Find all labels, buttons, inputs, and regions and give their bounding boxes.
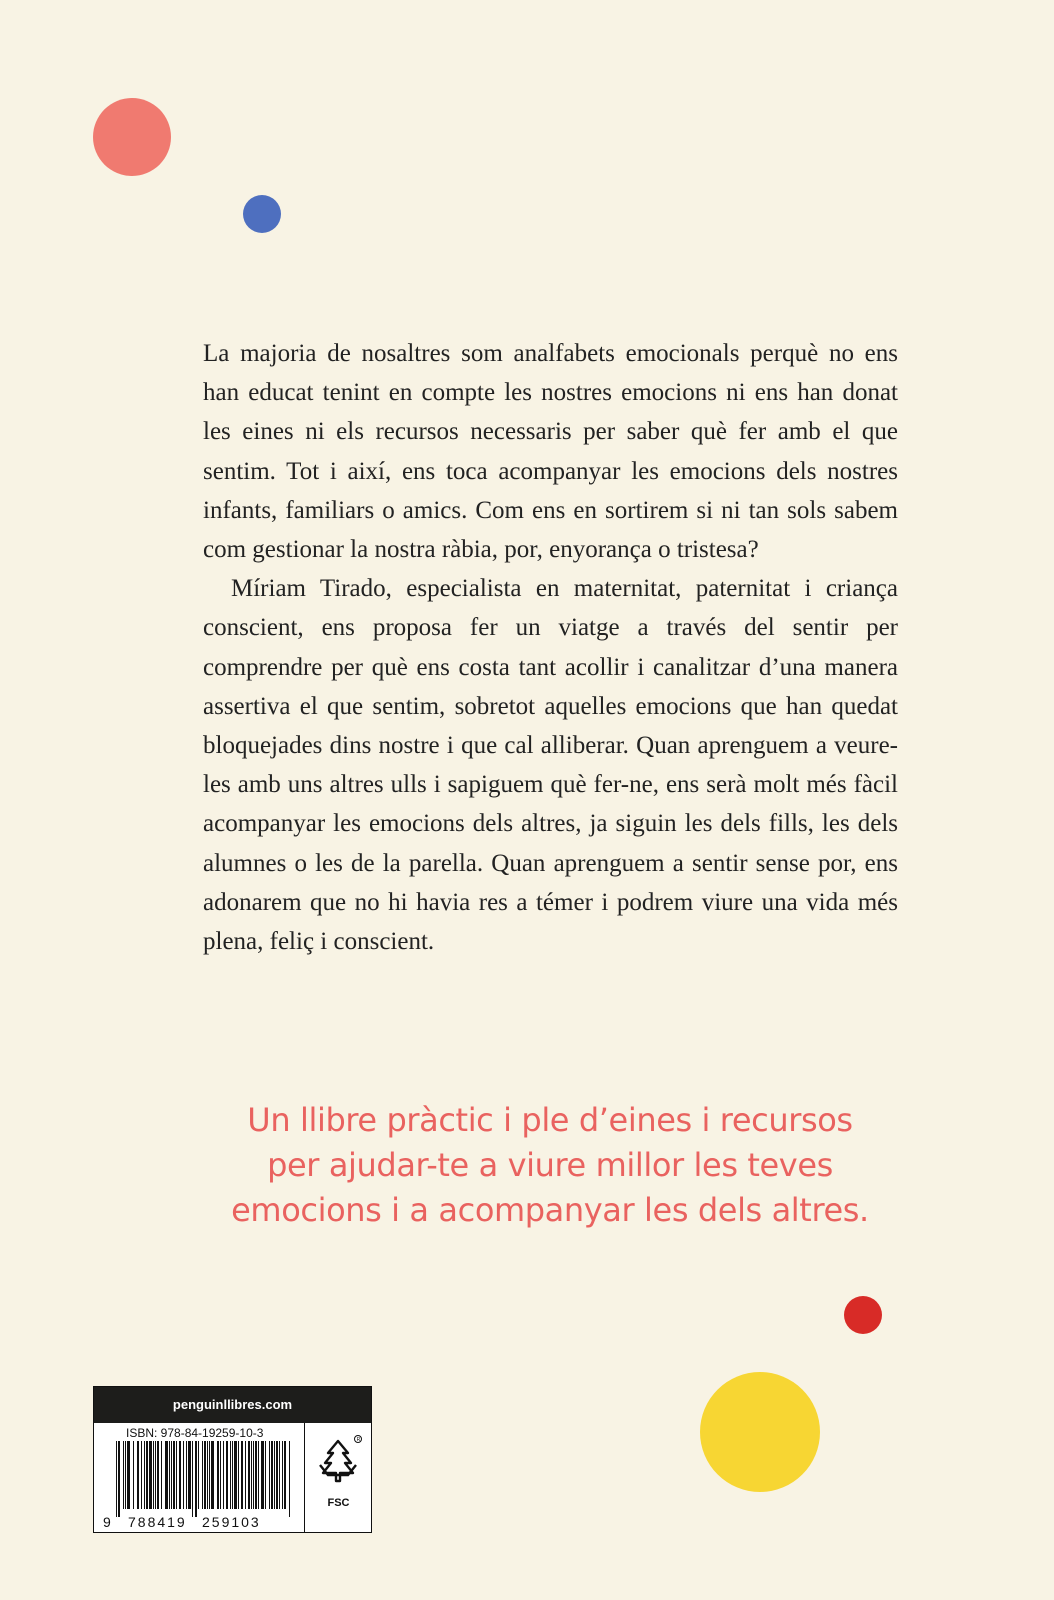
- blue-circle: [243, 195, 281, 233]
- fsc-block: [306, 1423, 371, 1532]
- isbn-block: [94, 1423, 305, 1532]
- synopsis-paragraph-2: Míriam Tirado, especialista en maternitat, paternitat i criança conscient, ens proposa fer un viatge a través del sentir per comprendre per què ens costa tant acollir i canalitzar d’una manera assertiva el que sentim, sobretot aquelles emocions que han quedat bloquejades dins nostre i que cal alliberar. Quan aprenguem a veure-les amb uns altres ulls i sapiguem què fer-ne, ens serà molt més fàcil acompanyar les emocions dels altres, ja siguin les dels fills, les dels alumnes o les de la parella. Quan aprenguem a sentir sense por, ens adonarem que no hi havia res a témer i podrem viure una vida més plena, feliç i conscient.: [203, 575, 898, 956]
- tagline-line-3: emocions i a acompanyar les dels altres.: [231, 1191, 869, 1229]
- svg-text:R: R: [356, 1437, 361, 1444]
- isbn-barcode: [94, 1423, 304, 1532]
- barcode-digit-lead: 9: [103, 1514, 111, 1530]
- fsc-tree-icon: [306, 1423, 371, 1497]
- barcode-digits-right: 259103: [202, 1514, 261, 1530]
- isbn-label: ISBN: 978-84-19259-10-3: [126, 1426, 264, 1440]
- publisher-website: penguinllibres.com: [94, 1387, 371, 1423]
- tagline-line-1: Un llibre pràctic i ple d’eines i recursos: [247, 1101, 853, 1139]
- yellow-circle: [700, 1372, 820, 1492]
- coral-circle: [93, 98, 171, 176]
- synopsis: [203, 334, 898, 961]
- tagline: [150, 1098, 950, 1233]
- red-circle: [844, 1296, 882, 1334]
- fsc-label: FSC: [327, 1497, 350, 1509]
- synopsis-paragraph-1: La majoria de nosaltres som analfabets emocionals perquè no ens han educat tenint en compte les nostres emocions ni ens han donat les eines ni els recursos necessaris per saber què fer amb el que sentim. Tot i així, ens toca acompanyar les emocions dels nostres infants, familiars o amics. Com ens en sortirem si ni tan sols sabem com gestionar la nostra ràbia, por, enyorança o tristesa?: [203, 340, 898, 564]
- tagline-line-2: per ajudar-te a viure millor les teves: [267, 1146, 833, 1184]
- barcode-panel: [93, 1386, 372, 1533]
- barcode-digits-left: 788419: [128, 1514, 187, 1530]
